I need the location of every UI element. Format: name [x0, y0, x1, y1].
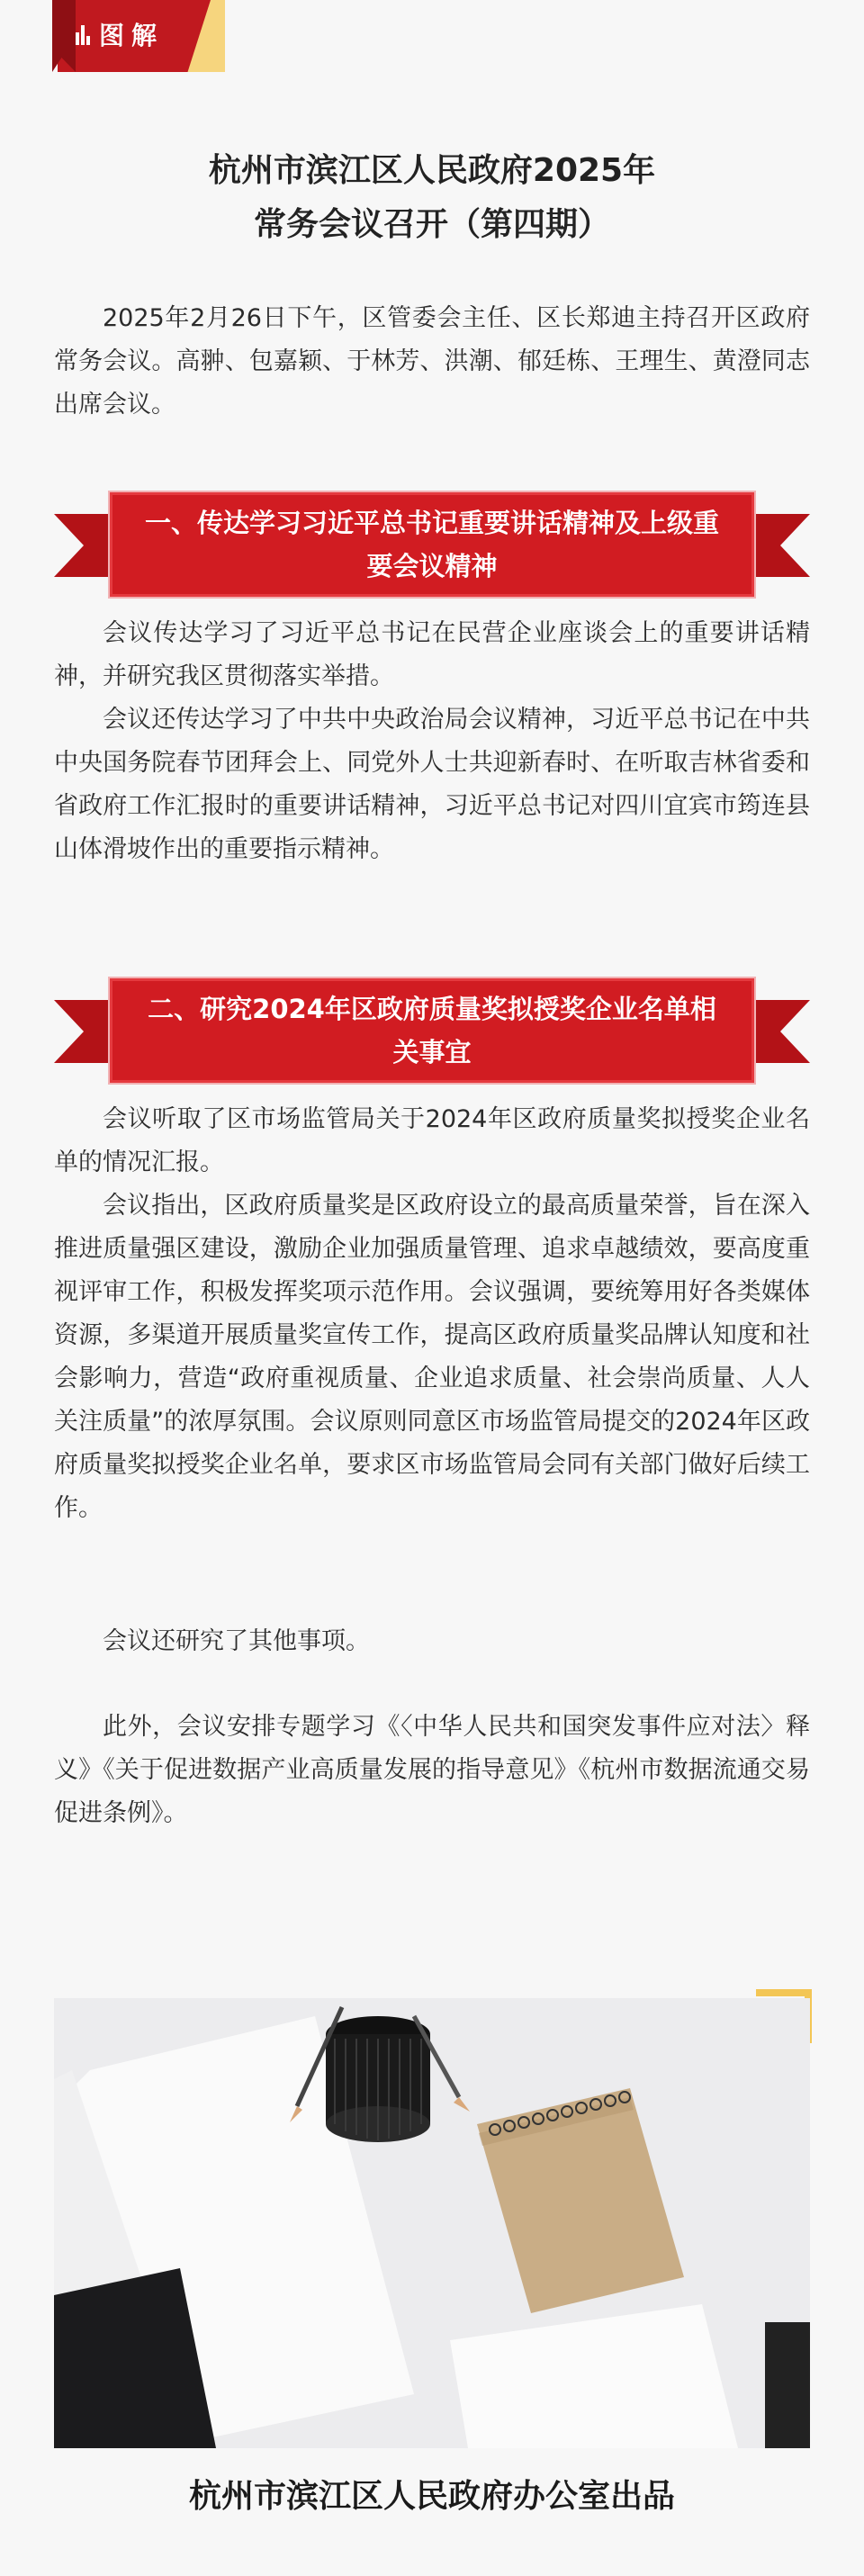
- section-heading-2: 二、研究2024年区政府质量奖拟授奖企业名单相关事宜: [108, 977, 756, 1085]
- study-paragraph: 此外，会议安排专题学习《〈中华人民共和国突发事件应对法〉释义》《关于促进数据产业高质量发展的指导意见》《杭州市数据流通交易促进条例》。: [54, 1713, 810, 1827]
- section-banner-1: [54, 491, 810, 599]
- desk-illustration: [54, 1998, 810, 2448]
- desk-photo: [54, 1998, 810, 2448]
- tag-label: 图解: [99, 21, 165, 50]
- category-tag: [52, 0, 196, 72]
- chart-icon: [74, 20, 92, 47]
- title-line-2: 常务会议召开（第四期）: [253, 206, 610, 243]
- section-banner-2: [54, 977, 810, 1085]
- intro-paragraph: 2025年2月26日下午，区管委会主任、区长郑迪主持召开区政府常务会议。高翀、包嘉颖、于林芳、洪潮、郁廷栋、王理生、黄澄同志出席会议。: [54, 304, 810, 419]
- title-line-1: 杭州市滨江区人民政府2025年: [208, 152, 656, 189]
- section1-paragraph-1: 会议传达学习了习近平总书记在民营企业座谈会上的重要讲话精神，并研究我区贯彻落实举措。: [54, 619, 810, 690]
- section1-paragraph-2: 会议还传达学习了中共中央政治局会议精神，习近平总书记在中共中央国务院春节团拜会上、同党外人士共迎新春时、在听取吉林省委和省政府工作汇报时的重要讲话精神，习近平总书记对四川宜宾市筠连县山体滑坡作出的重要指示精神。: [54, 706, 810, 863]
- section2-paragraph-2: 会议指出，区政府质量奖是区政府设立的最高质量荣誉，旨在深入推进质量强区建设，激励企业加强质量管理、追求卓越绩效，要高度重视评审工作，积极发挥奖项示范作用。会议强调，要统筹用好各类媒体资源，多渠道开展质量奖宣传工作，提高区政府质量奖品牌认知度和社会影响力，营造“政府重视质量、企业追求质量、社会崇尚质量、人人关注质量”的浓厚氛围。会议原则同意区市场监管局提交的2024年区政府质量奖拟授奖企业名单，要求区市场监管局会同有关部门做好后续工作。: [54, 1192, 810, 1522]
- other-matters-paragraph: 会议还研究了其他事项。: [103, 1627, 370, 1655]
- section-heading-1: 一、传达学习习近平总书记重要讲话精神及上级重要会议精神: [108, 491, 756, 599]
- section2-paragraph-1: 会议听取了区市场监管局关于2024年区政府质量奖拟授奖企业名单的情况汇报。: [54, 1105, 810, 1176]
- footer-publisher: 杭州市滨江区人民政府办公室出品: [188, 2478, 675, 2515]
- page-title: [0, 144, 864, 252]
